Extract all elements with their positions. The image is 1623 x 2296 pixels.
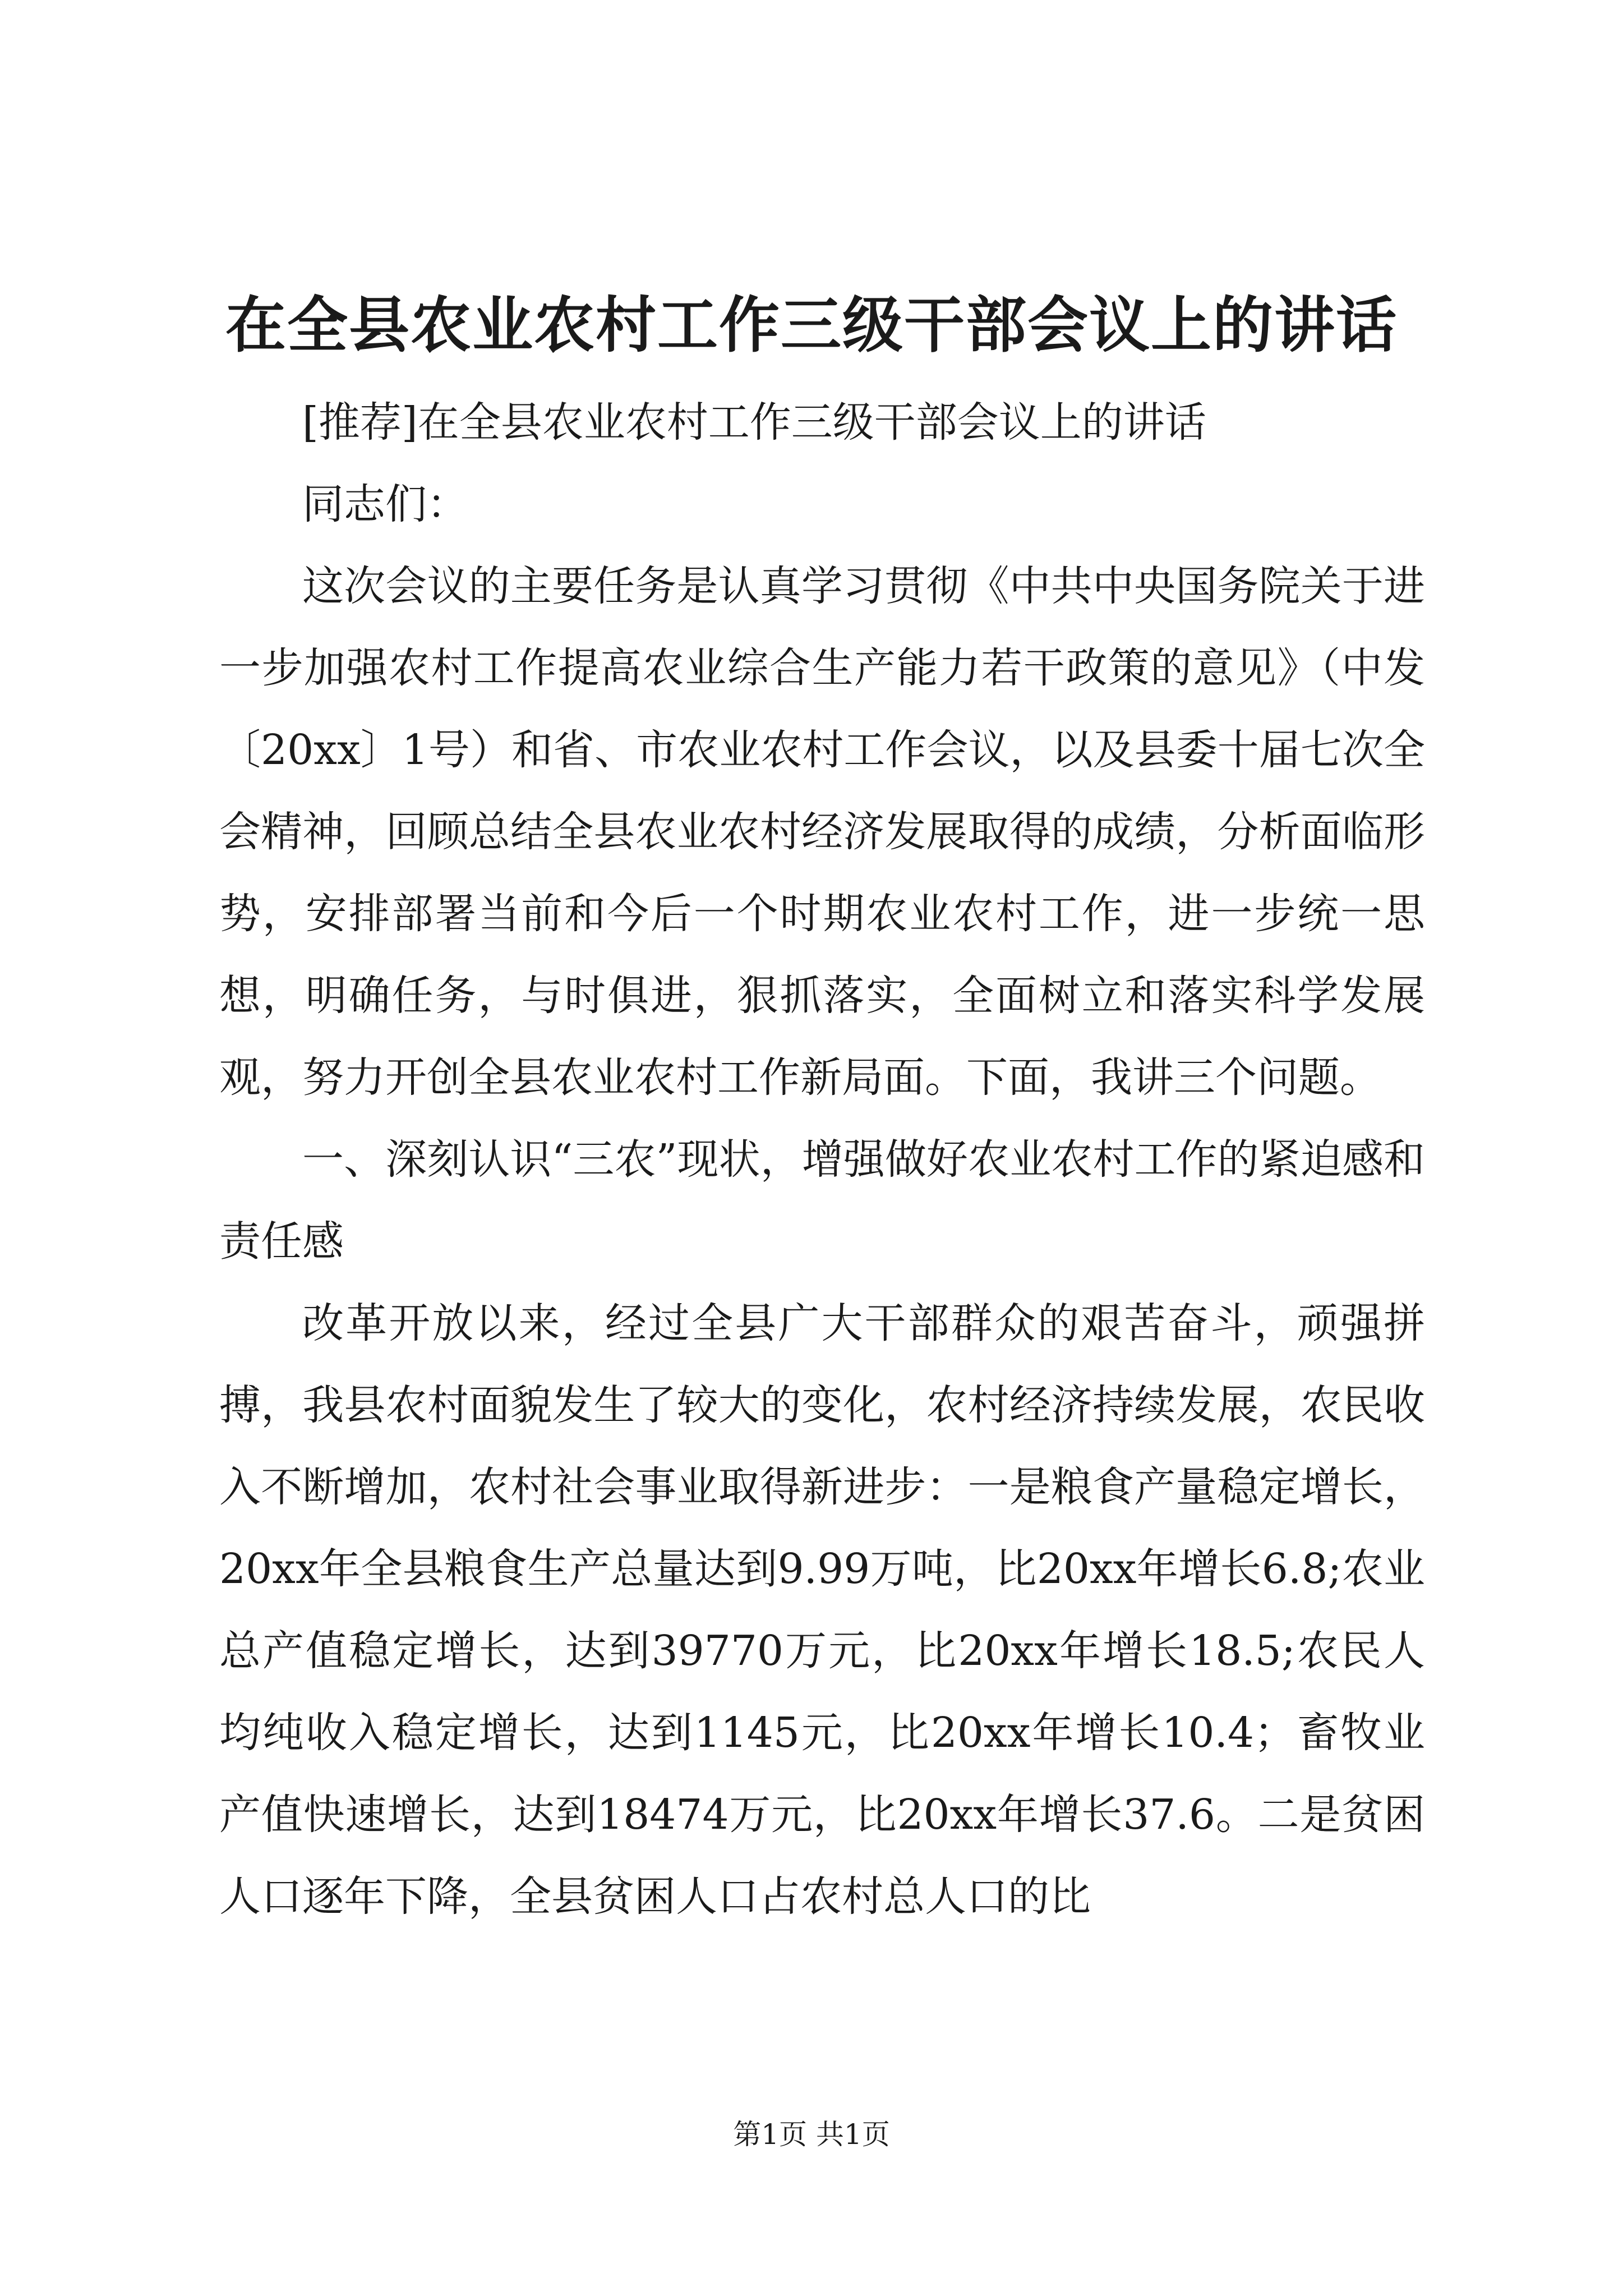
page-footer: 第1页 共1页 [733,2118,890,2151]
recommend-line: [推荐]在全县农业农村工作三级干部会议上的讲话 [302,398,1206,447]
section-heading-1: 一、深刻认识“三农”现状，增强做好农业农村工作的紧迫感和责任感 [219,1135,1425,1266]
paragraph-intro: 这次会议的主要任务是认真学习贯彻《中共中央国务院关于进一步加强农村工作提高农业综合生产能力若干政策的意见》（中发〔20xx〕1号）和省、市农业农村工作会议，以及县委十届七次全会精神，回顾总结全县农业农村经济发展取得的成绩，分析面临形势，安排部署当前和今后一个时期农业农村工作，进一步统一思想，明确任务，与时俱进，狠抓落实，全面树立和落实科学发展观，努力开创全县农业农村工作新局面。下面，我讲三个问题。 [219,562,1425,1102]
document-title: 在全县农业农村工作三级干部会议上的讲话 [225,290,1398,361]
paragraph-achievements: 改革开放以来，经过全县广大干部群众的艰苦奋斗，顽强拼搏，我县农村面貌发生了较大的变化，农村经济持续发展，农民收入不断增加，农村社会事业取得新进步：一是粮食产量稳定增长，20xx年全县粮食生产总量达到9.99万吨，比20xx年增长6.8;农业总产值稳定增长，达到39770万元，比20xx年增长18.5;农民人均纯收入稳定增长，达到1145元，比20xx年增长10.4；畜牧业产值快速增长，达到18474万元，比20xx年增长37.6。二是贫困人口逐年下降，全县贫困人口占农村总人口的比 [219,1299,1425,1921]
salutation: 同志们： [302,480,468,528]
document-body [219,381,1425,1938]
